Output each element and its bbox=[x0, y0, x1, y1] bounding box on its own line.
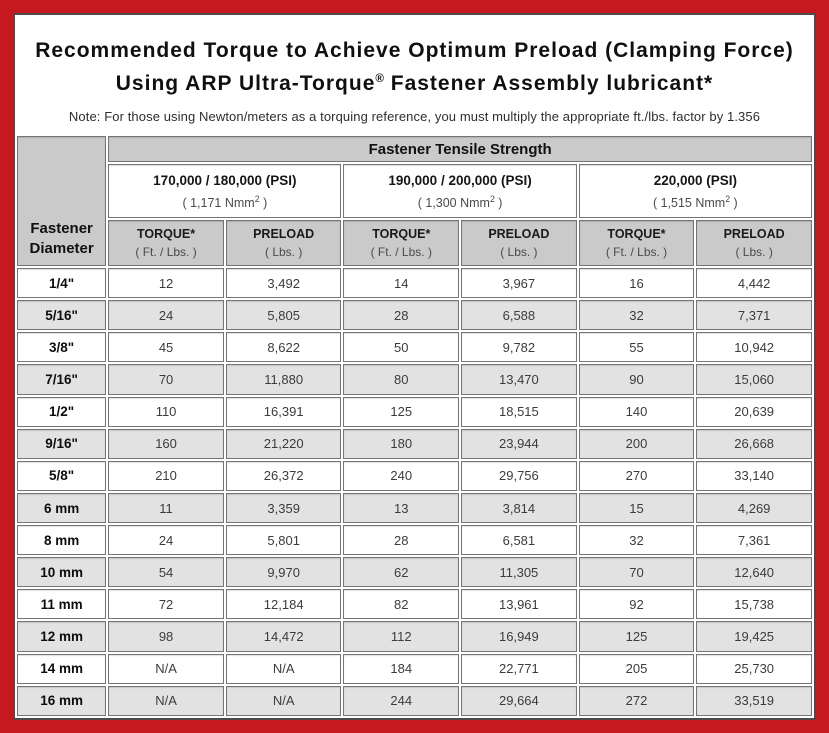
value-cell: N/A bbox=[226, 654, 342, 684]
conversion-note: Note: For those using Newton/meters as a torquing reference, you must multiply the appropriate ft./lbs. factor by 1.356 bbox=[68, 109, 761, 125]
table-row bbox=[17, 621, 812, 651]
value-cell: 3,359 bbox=[226, 493, 342, 523]
value-cell: N/A bbox=[108, 686, 224, 716]
value-cell: 6,588 bbox=[461, 300, 577, 330]
value-cell: 7,371 bbox=[696, 300, 812, 330]
preload-header-1: PRELOAD ( Lbs. ) bbox=[226, 220, 342, 266]
value-cell: 19,425 bbox=[696, 621, 812, 651]
table-row bbox=[17, 461, 812, 491]
table-row bbox=[17, 557, 812, 587]
value-cell: 33,519 bbox=[696, 686, 812, 716]
value-cell: 90 bbox=[579, 364, 695, 394]
value-cell: 29,756 bbox=[461, 461, 577, 491]
table-row bbox=[17, 332, 812, 362]
nmm-label-3: ( 1,515 Nmm$^2$ ) bbox=[652, 193, 738, 210]
value-cell: 32 bbox=[579, 525, 695, 555]
diameter-cell: 5/8" bbox=[17, 461, 106, 491]
diameter-cell: 6 mm bbox=[17, 493, 106, 523]
value-cell: 21,220 bbox=[226, 429, 342, 459]
value-cell: 160 bbox=[108, 429, 224, 459]
nmm-label-1: ( 1,171 Nmm$^2$ ) bbox=[182, 193, 268, 210]
diameter-cell: 1/4" bbox=[17, 268, 106, 298]
value-cell: 5,801 bbox=[226, 525, 342, 555]
value-cell: 23,944 bbox=[461, 429, 577, 459]
value-cell: N/A bbox=[108, 654, 224, 684]
value-cell: 70 bbox=[579, 557, 695, 587]
value-cell: 13,470 bbox=[461, 364, 577, 394]
table-row bbox=[17, 686, 812, 716]
value-cell: 16,391 bbox=[226, 397, 342, 427]
psi-group-3 bbox=[579, 164, 812, 218]
table-row bbox=[17, 429, 812, 459]
value-cell: 33,140 bbox=[696, 461, 812, 491]
value-cell: 10,942 bbox=[696, 332, 812, 362]
value-cell: 92 bbox=[579, 589, 695, 619]
value-cell: 272 bbox=[579, 686, 695, 716]
value-cell: 3,492 bbox=[226, 268, 342, 298]
value-cell: 6,581 bbox=[461, 525, 577, 555]
title-line-1: Recommended Torque to Achieve Optimum Preload (Clamping Force) bbox=[35, 39, 794, 62]
diameter-cell: 11 mm bbox=[17, 589, 106, 619]
content-panel bbox=[13, 13, 816, 720]
value-cell: 24 bbox=[108, 525, 224, 555]
preload-header-2: PRELOAD ( Lbs. ) bbox=[461, 220, 577, 266]
value-cell: 14,472 bbox=[226, 621, 342, 651]
value-cell: 16 bbox=[579, 268, 695, 298]
value-cell: 11,880 bbox=[226, 364, 342, 394]
value-cell: 184 bbox=[343, 654, 459, 684]
fastener-diameter-header: Fastener Diameter bbox=[17, 136, 106, 266]
value-cell: 28 bbox=[343, 525, 459, 555]
value-cell: 205 bbox=[579, 654, 695, 684]
value-cell: 25,730 bbox=[696, 654, 812, 684]
value-cell: 112 bbox=[343, 621, 459, 651]
preload-header-3: PRELOAD ( Lbs. ) bbox=[696, 220, 812, 266]
diameter-cell: 9/16" bbox=[17, 429, 106, 459]
value-cell: 70 bbox=[108, 364, 224, 394]
table-row bbox=[17, 364, 812, 394]
value-cell: 12,184 bbox=[226, 589, 342, 619]
value-cell: 50 bbox=[343, 332, 459, 362]
torque-header-1: TORQUE* ( Ft. / Lbs. ) bbox=[108, 220, 224, 266]
value-cell: 13 bbox=[343, 493, 459, 523]
header-block bbox=[15, 15, 814, 134]
value-cell: 15,060 bbox=[696, 364, 812, 394]
value-cell: 7,361 bbox=[696, 525, 812, 555]
value-cell: 11,305 bbox=[461, 557, 577, 587]
diameter-cell: 16 mm bbox=[17, 686, 106, 716]
value-cell: 240 bbox=[343, 461, 459, 491]
value-cell: 125 bbox=[343, 397, 459, 427]
psi-group-1 bbox=[108, 164, 341, 218]
diameter-cell: 3/8" bbox=[17, 332, 106, 362]
value-cell: 12 bbox=[108, 268, 224, 298]
value-cell: 270 bbox=[579, 461, 695, 491]
value-cell: 110 bbox=[108, 397, 224, 427]
table-body bbox=[17, 268, 812, 716]
value-cell: 180 bbox=[343, 429, 459, 459]
torque-header-3: TORQUE* ( Ft. / Lbs. ) bbox=[579, 220, 695, 266]
value-cell: 26,668 bbox=[696, 429, 812, 459]
value-cell: 72 bbox=[108, 589, 224, 619]
value-cell: 9,782 bbox=[461, 332, 577, 362]
table-row bbox=[17, 654, 812, 684]
value-cell: 82 bbox=[343, 589, 459, 619]
diameter-cell: 7/16" bbox=[17, 364, 106, 394]
diameter-cell: 8 mm bbox=[17, 525, 106, 555]
value-cell: 45 bbox=[108, 332, 224, 362]
psi-group-row bbox=[17, 164, 812, 218]
table-row bbox=[17, 525, 812, 555]
value-cell: 3,814 bbox=[461, 493, 577, 523]
psi-label-3: 220,000 (PSI) bbox=[653, 172, 737, 188]
value-cell: 4,269 bbox=[696, 493, 812, 523]
value-cell: 16,949 bbox=[461, 621, 577, 651]
table-row bbox=[17, 589, 812, 619]
value-cell: 14 bbox=[343, 268, 459, 298]
diameter-cell: 1/2" bbox=[17, 397, 106, 427]
diameter-cell: 10 mm bbox=[17, 557, 106, 587]
value-cell: 13,961 bbox=[461, 589, 577, 619]
value-cell: 4,442 bbox=[696, 268, 812, 298]
table-area bbox=[15, 134, 814, 718]
value-cell: 9,970 bbox=[226, 557, 342, 587]
torque-table bbox=[15, 134, 814, 718]
diameter-cell: 12 mm bbox=[17, 621, 106, 651]
value-cell: 125 bbox=[579, 621, 695, 651]
psi-group-2 bbox=[343, 164, 576, 218]
table-row bbox=[17, 493, 812, 523]
value-cell: 54 bbox=[108, 557, 224, 587]
value-cell: 15,738 bbox=[696, 589, 812, 619]
value-cell: 98 bbox=[108, 621, 224, 651]
psi-label-2: 190,000 / 200,000 (PSI) bbox=[388, 172, 532, 188]
value-cell: 12,640 bbox=[696, 557, 812, 587]
registered-trademark-symbol: ® bbox=[375, 72, 384, 85]
torque-header-2: TORQUE* ( Ft. / Lbs. ) bbox=[343, 220, 459, 266]
tensile-strength-row bbox=[17, 136, 812, 162]
value-cell: 244 bbox=[343, 686, 459, 716]
diameter-cell: 14 mm bbox=[17, 654, 106, 684]
psi-label-1: 170,000 / 180,000 (PSI) bbox=[153, 172, 297, 188]
table-row bbox=[17, 268, 812, 298]
value-cell: 29,664 bbox=[461, 686, 577, 716]
nmm-label-2: ( 1,300 Nmm$^2$ ) bbox=[417, 193, 503, 210]
value-cell: 22,771 bbox=[461, 654, 577, 684]
value-cell: 80 bbox=[343, 364, 459, 394]
value-cell: 200 bbox=[579, 429, 695, 459]
value-cell: 18,515 bbox=[461, 397, 577, 427]
value-cell: 55 bbox=[579, 332, 695, 362]
value-cell: 11 bbox=[108, 493, 224, 523]
page-title bbox=[23, 35, 806, 100]
value-cell: 26,372 bbox=[226, 461, 342, 491]
value-cell: 8,622 bbox=[226, 332, 342, 362]
table-row bbox=[17, 300, 812, 330]
value-cell: 28 bbox=[343, 300, 459, 330]
value-cell: 24 bbox=[108, 300, 224, 330]
value-cell: 210 bbox=[108, 461, 224, 491]
value-cell: 32 bbox=[579, 300, 695, 330]
value-cell: 62 bbox=[343, 557, 459, 587]
diameter-cell: 5/16" bbox=[17, 300, 106, 330]
value-cell: 20,639 bbox=[696, 397, 812, 427]
value-cell: 5,805 bbox=[226, 300, 342, 330]
column-header-row bbox=[17, 220, 812, 266]
tensile-strength-header: Fastener Tensile Strength bbox=[108, 136, 812, 162]
value-cell: 140 bbox=[579, 397, 695, 427]
value-cell: 3,967 bbox=[461, 268, 577, 298]
title-line-2: Using ARP Ultra-Torque® Fastener Assembly lubricant* bbox=[115, 71, 714, 95]
table-row bbox=[17, 397, 812, 427]
value-cell: N/A bbox=[226, 686, 342, 716]
value-cell: 15 bbox=[579, 493, 695, 523]
